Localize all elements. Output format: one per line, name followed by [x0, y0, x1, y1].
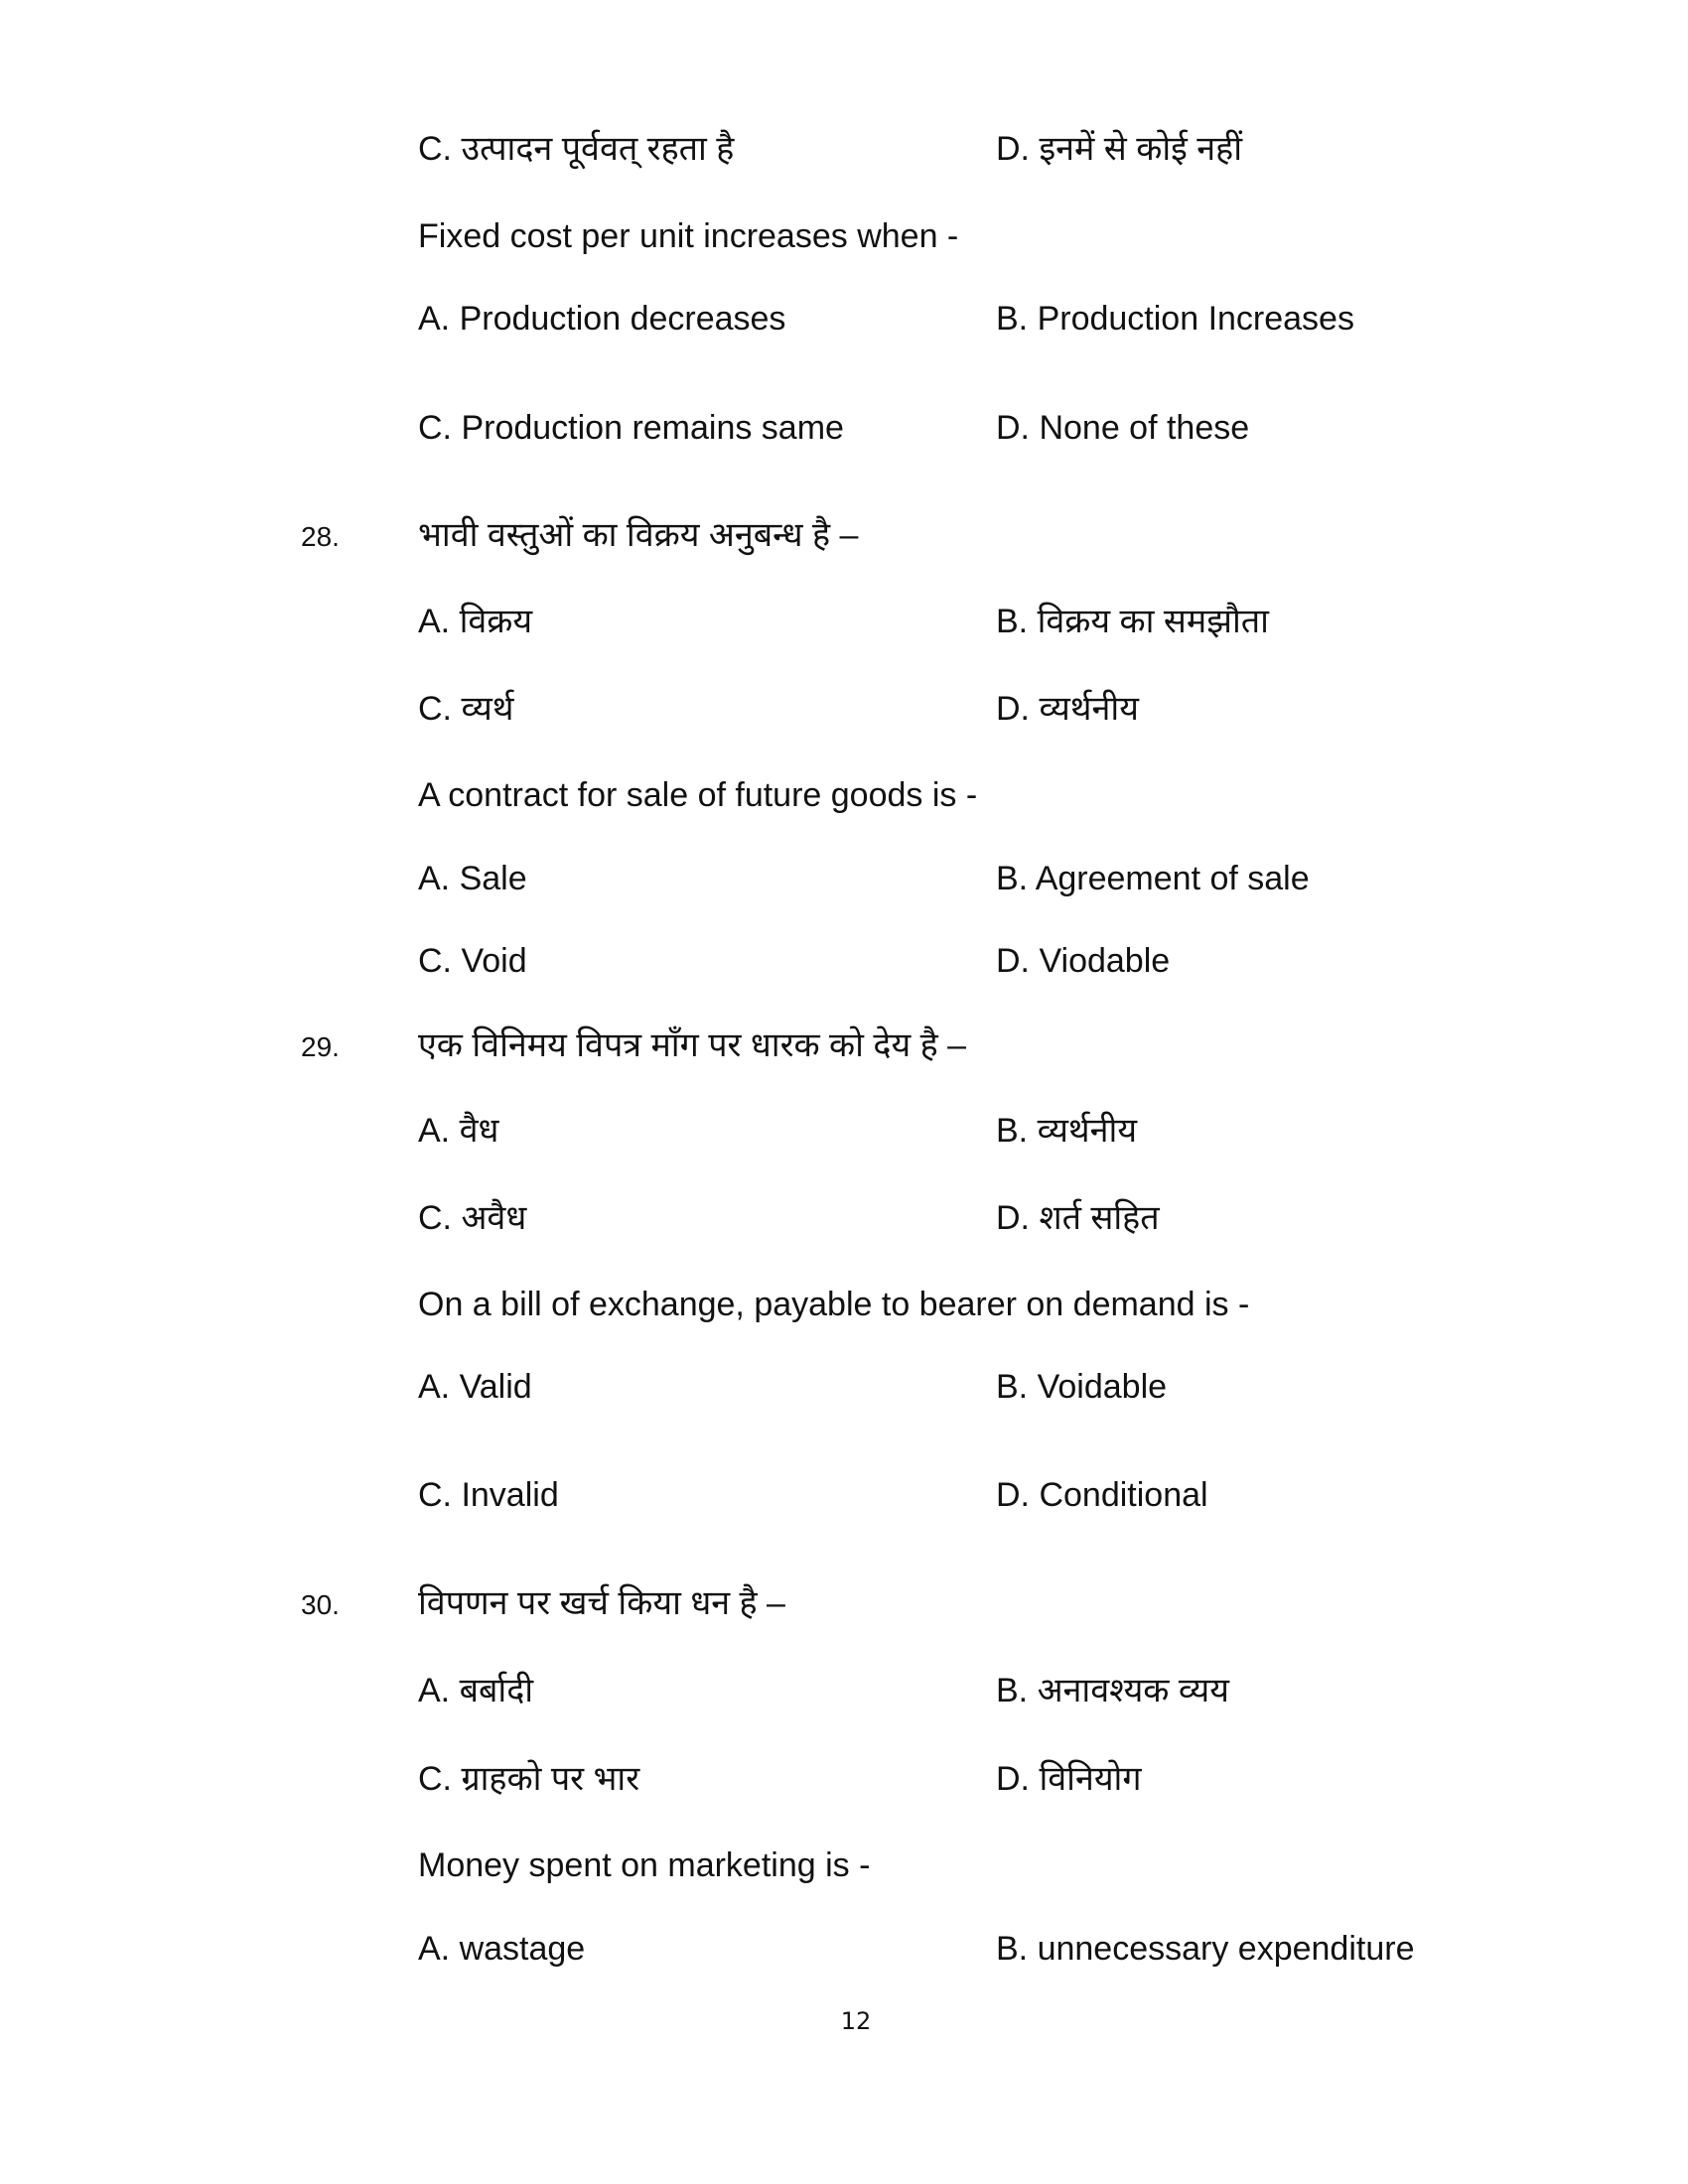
option-b-english: B. Production Increases [996, 300, 1354, 338]
option-d-english: D. None of these [996, 409, 1250, 447]
question-text-english: Money spent on marketing is - [418, 1846, 871, 1884]
option-c-hindi: C. उत्पादन पूर्ववत् रहता है [418, 130, 735, 168]
option-c-english: C. Invalid [418, 1476, 559, 1514]
option-a-english: A. wastage [418, 1930, 586, 1968]
option-a-hindi: A. बर्बादी [418, 1672, 534, 1709]
option-c-hindi: C. अवैध [418, 1199, 527, 1237]
option-d-english: D. Conditional [996, 1476, 1208, 1514]
page-number: 12 [840, 2007, 872, 2035]
option-b-hindi: B. विक्रय का समझौता [996, 603, 1269, 640]
option-c-english: C. Production remains same [418, 409, 844, 447]
option-d-hindi: D. इनमें से कोई नहीं [996, 130, 1243, 168]
question-text-english: Fixed cost per unit increases when - [418, 217, 959, 255]
option-b-english: B. Voidable [996, 1368, 1168, 1406]
option-a-english: A. Valid [418, 1368, 532, 1406]
option-c-hindi: C. ग्राहको पर भार [418, 1760, 640, 1798]
question-text-english: On a bill of exchange, payable to bearer on demand is - [418, 1286, 1250, 1323]
option-d-english: D. Viodable [996, 942, 1171, 980]
question-text-hindi: भावी वस्तुओं का विक्रय अनुबन्ध है – [418, 516, 859, 554]
option-a-hindi: A. विक्रय [418, 603, 533, 640]
option-d-hindi: D. व्यर्थनीय [996, 690, 1139, 728]
option-a-english: A. Production decreases [418, 300, 786, 338]
option-d-hindi: D. शर्त सहित [996, 1199, 1160, 1237]
option-b-hindi: B. अनावश्यक व्यय [996, 1672, 1229, 1709]
option-a-english: A. Sale [418, 860, 527, 897]
question-number: 28. [301, 521, 340, 552]
option-a-hindi: A. वैध [418, 1112, 499, 1150]
question-text-hindi: विपणन पर खर्च किया धन है – [418, 1584, 785, 1622]
option-b-english: B. unnecessary expenditure [996, 1930, 1415, 1968]
option-b-hindi: B. व्यर्थनीय [996, 1112, 1138, 1150]
question-number: 29. [301, 1031, 340, 1062]
question-text-english: A contract for sale of future goods is - [418, 776, 978, 814]
question-text-hindi: एक विनिमय विपत्र माँग पर धारक को देय है – [418, 1026, 967, 1064]
option-b-english: B. Agreement of sale [996, 860, 1310, 897]
question-number: 30. [301, 1589, 340, 1620]
option-d-hindi: D. विनियोग [996, 1760, 1142, 1798]
option-c-hindi: C. व्यर्थ [418, 690, 514, 728]
option-c-english: C. Void [418, 942, 527, 980]
